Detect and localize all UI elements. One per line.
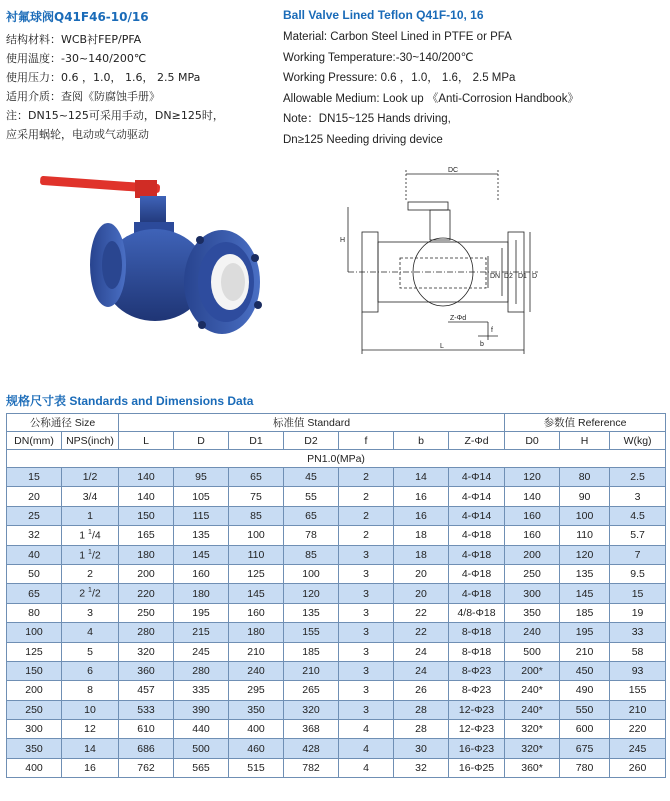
- table-cell: 400: [229, 720, 284, 739]
- table-cell: 457: [119, 681, 174, 700]
- table-cell: 240: [229, 661, 284, 680]
- drawing-label-d1: D1: [518, 273, 527, 280]
- nps-whole: 5: [87, 645, 93, 658]
- table-cell: 215: [174, 623, 229, 642]
- table-cell: 40: [7, 545, 62, 564]
- dimensions-table: [6, 413, 666, 778]
- table-row: [7, 468, 666, 487]
- drawing-label-z-phi-d: Z-Φd: [450, 315, 467, 322]
- table-cell: 260: [610, 758, 666, 777]
- table-cell: 65: [7, 584, 62, 603]
- table-cell: 85: [284, 545, 339, 564]
- table-cell: [62, 564, 119, 583]
- table-row: [7, 526, 666, 545]
- table-cell: 105: [174, 487, 229, 506]
- table-cell: 250: [7, 700, 62, 719]
- table-cell: 210: [284, 661, 339, 680]
- table-cell: 30: [394, 739, 449, 758]
- table-row: [7, 487, 666, 506]
- table-cell: 180: [174, 584, 229, 603]
- table-cell: 7: [610, 545, 666, 564]
- table-cell: 28: [394, 720, 449, 739]
- table-cell: 28: [394, 700, 449, 719]
- table-cell: 140: [505, 487, 560, 506]
- table-cell: 300: [505, 584, 560, 603]
- table-cell: 200: [119, 564, 174, 583]
- nps-whole: 2: [87, 568, 93, 581]
- table-cell: 5.7: [610, 526, 666, 545]
- nps-fraction-numerator: 1: [88, 548, 92, 556]
- table-row: [7, 603, 666, 622]
- table-cell: 160: [229, 603, 284, 622]
- group-header-reference: 参数值 Reference: [505, 414, 666, 432]
- table-row: [7, 758, 666, 777]
- table-cell: 12-Φ23: [449, 700, 505, 719]
- table-cell: 600: [560, 720, 610, 739]
- table-cell: 80: [7, 603, 62, 622]
- table-cell: 3: [339, 700, 394, 719]
- table-cell: [62, 584, 119, 603]
- table-cell: 3: [339, 661, 394, 680]
- table-cell: [62, 700, 119, 719]
- table-cell: 250: [505, 564, 560, 583]
- table-cell: 120: [284, 584, 339, 603]
- table-cell: 195: [174, 603, 229, 622]
- table-cell: 26: [394, 681, 449, 700]
- table-cell: [62, 739, 119, 758]
- drawing-label-h: H: [340, 237, 346, 244]
- table-cell: 115: [174, 506, 229, 525]
- table-cell: [62, 506, 119, 525]
- table-cell: 75: [229, 487, 284, 506]
- nps-whole: 12: [84, 723, 96, 736]
- table-cell: 210: [560, 642, 610, 661]
- table-cell: 3: [339, 623, 394, 642]
- title-cn: 衬氟球阀Q41F46-10/16: [6, 10, 149, 24]
- column-header: W(kg): [610, 432, 666, 450]
- table-cell: 210: [229, 642, 284, 661]
- table-row: [7, 545, 666, 564]
- table-cell: 58: [610, 642, 666, 661]
- table-cell: 32: [394, 758, 449, 777]
- table-cell: 3: [339, 603, 394, 622]
- drawing-label-d2: D2: [504, 273, 513, 280]
- table-cell: 390: [174, 700, 229, 719]
- table-row: [7, 720, 666, 739]
- nps-whole: 10: [84, 703, 96, 716]
- spec-line: Allowable Medium: Look up 《Anti-Corrosion Handbook》: [283, 92, 579, 105]
- table-cell: 320*: [505, 720, 560, 739]
- table-cell: 16: [394, 506, 449, 525]
- table-cell: 533: [119, 700, 174, 719]
- nps-fraction-numerator: 1: [88, 587, 92, 595]
- table-cell: 220: [610, 720, 666, 739]
- table-cell: 140: [119, 487, 174, 506]
- spec-line: Working Temperature:-30~140/200℃: [283, 51, 474, 64]
- group-header-row: [7, 414, 666, 432]
- nps-whole: 14: [84, 742, 96, 755]
- section-title: 规格尺寸表 Standards and Dimensions Data: [6, 394, 254, 408]
- spec-line: Note：DN15~125 Hands driving,: [283, 113, 451, 125]
- spec-line: 结构材料：WCB衬FEP/PFA: [6, 33, 142, 46]
- table-cell: 100: [229, 526, 284, 545]
- table-cell: 125: [7, 642, 62, 661]
- table-cell: [62, 642, 119, 661]
- nps-whole: 1: [79, 529, 89, 542]
- nps-fraction-numerator: 1: [88, 529, 92, 537]
- table-cell: 4: [339, 720, 394, 739]
- table-cell: 32: [7, 526, 62, 545]
- table-cell: 16-Φ23: [449, 739, 505, 758]
- table-cell: 780: [560, 758, 610, 777]
- table-cell: 33: [610, 623, 666, 642]
- table-cell: 240*: [505, 681, 560, 700]
- column-header: D1: [229, 432, 284, 450]
- table-cell: 428: [284, 739, 339, 758]
- table-row: [7, 506, 666, 525]
- pressure-row: [7, 450, 666, 468]
- table-cell: 3: [339, 545, 394, 564]
- drawing-label-d: D: [532, 273, 538, 280]
- table-cell: 300: [7, 720, 62, 739]
- table-cell: 160: [505, 506, 560, 525]
- column-header: b: [394, 432, 449, 450]
- table-cell: 200*: [505, 661, 560, 680]
- table-cell: 4/8-Φ18: [449, 603, 505, 622]
- table-cell: 368: [284, 720, 339, 739]
- table-cell: 4-Φ18: [449, 545, 505, 564]
- table-cell: 65: [284, 506, 339, 525]
- table-cell: 360: [119, 661, 174, 680]
- table-cell: [62, 603, 119, 622]
- table-cell: 155: [284, 623, 339, 642]
- table-cell: 195: [560, 623, 610, 642]
- table-cell: [62, 661, 119, 680]
- ball-valve-photo: [30, 170, 280, 345]
- table-cell: 145: [229, 584, 284, 603]
- spec-lines-en: [283, 27, 579, 150]
- table-cell: 93: [610, 661, 666, 680]
- table-cell: 15: [7, 468, 62, 487]
- table-row: [7, 642, 666, 661]
- table-cell: 490: [560, 681, 610, 700]
- table-cell: 460: [229, 739, 284, 758]
- column-header: Z-Φd: [449, 432, 505, 450]
- table-cell: 350: [229, 700, 284, 719]
- table-cell: 4-Φ18: [449, 584, 505, 603]
- table-cell: 265: [284, 681, 339, 700]
- table-cell: 9.5: [610, 564, 666, 583]
- drawing-label-f: f: [491, 327, 493, 334]
- table-cell: 180: [229, 623, 284, 642]
- table-cell: 686: [119, 739, 174, 758]
- group-header-standard: 标准值 Standard: [119, 414, 505, 432]
- table-cell: [62, 681, 119, 700]
- table-cell: 145: [560, 584, 610, 603]
- table-cell: 280: [174, 661, 229, 680]
- table-cell: 2: [339, 468, 394, 487]
- table-cell: 125: [229, 564, 284, 583]
- spec-line: 使用温度：-30~140/200℃: [6, 52, 147, 65]
- table-cell: 320*: [505, 739, 560, 758]
- table-cell: [62, 526, 119, 545]
- table-cell: 2: [339, 526, 394, 545]
- table-cell: 350: [505, 603, 560, 622]
- table-cell: 145: [174, 545, 229, 564]
- nps-whole: 1: [79, 549, 89, 561]
- nps-whole: 6: [87, 665, 93, 678]
- table-cell: 2.5: [610, 468, 666, 487]
- table-cell: 120: [505, 468, 560, 487]
- table-cell: 250: [119, 603, 174, 622]
- table-cell: 22: [394, 623, 449, 642]
- table-cell: 100: [560, 506, 610, 525]
- table-cell: [62, 487, 119, 506]
- table-cell: 245: [174, 642, 229, 661]
- spec-line: Material: Carbon Steel Lined in PTFE or PFA: [283, 31, 512, 43]
- table-cell: 150: [119, 506, 174, 525]
- table-cell: [62, 758, 119, 777]
- spec-line: 注：DN15~125可采用手动，DN≥125时，: [6, 109, 224, 122]
- table-cell: 440: [174, 720, 229, 739]
- table-cell: 100: [7, 623, 62, 642]
- table-cell: 565: [174, 758, 229, 777]
- table-cell: 45: [284, 468, 339, 487]
- nps-whole: 4: [87, 626, 93, 639]
- spec-line: Dn≥125 Needing driving device: [283, 133, 443, 146]
- table-cell: 160: [505, 526, 560, 545]
- table-cell: 4-Φ14: [449, 506, 505, 525]
- table-cell: 12-Φ23: [449, 720, 505, 739]
- table-cell: 610: [119, 720, 174, 739]
- table-row: [7, 564, 666, 583]
- table-cell: 295: [229, 681, 284, 700]
- drawing-label-b: b: [480, 341, 484, 348]
- table-cell: 335: [174, 681, 229, 700]
- table-cell: 762: [119, 758, 174, 777]
- spec-line: 应采用蜗轮，电动或气动驱动: [6, 128, 149, 141]
- column-header: H: [560, 432, 610, 450]
- table-cell: 3: [339, 564, 394, 583]
- table-cell: 200: [505, 545, 560, 564]
- table-cell: 550: [560, 700, 610, 719]
- table-cell: 8-Φ23: [449, 661, 505, 680]
- column-header: DN(mm): [7, 432, 62, 450]
- table-cell: 155: [610, 681, 666, 700]
- table-row: [7, 623, 666, 642]
- table-cell: 2: [339, 487, 394, 506]
- table-row: [7, 739, 666, 758]
- nps-whole: 3: [87, 606, 93, 619]
- group-header-size: 公称通径 Size: [7, 414, 119, 432]
- table-cell: 65: [229, 468, 284, 487]
- table-cell: 110: [229, 545, 284, 564]
- table-cell: 185: [560, 603, 610, 622]
- table-cell: 165: [119, 526, 174, 545]
- table-cell: 245: [610, 739, 666, 758]
- table-cell: 4-Φ14: [449, 468, 505, 487]
- nps-fraction-denominator: /2: [91, 587, 101, 600]
- table-cell: 8-Φ23: [449, 681, 505, 700]
- table-row: [7, 700, 666, 719]
- spec-line: 适用介质：查阅《防腐蚀手册》: [6, 90, 160, 103]
- table-cell: 78: [284, 526, 339, 545]
- table-cell: 320: [119, 642, 174, 661]
- column-header: f: [339, 432, 394, 450]
- column-header: NPS(inch): [62, 432, 119, 450]
- table-cell: [62, 720, 119, 739]
- table-row: [7, 661, 666, 680]
- table-cell: 500: [505, 642, 560, 661]
- nps-fraction-denominator: /2: [91, 549, 101, 561]
- table-cell: 200: [7, 681, 62, 700]
- table-cell: 400: [7, 758, 62, 777]
- table-cell: 220: [119, 584, 174, 603]
- table-cell: 135: [284, 603, 339, 622]
- table-cell: 22: [394, 603, 449, 622]
- table-cell: 4: [339, 739, 394, 758]
- table-cell: 15: [610, 584, 666, 603]
- table-cell: 20: [7, 487, 62, 506]
- table-cell: [62, 545, 119, 564]
- table-cell: 16-Φ25: [449, 758, 505, 777]
- column-header: D0: [505, 432, 560, 450]
- table-cell: 8-Φ18: [449, 623, 505, 642]
- title-en: Ball Valve Lined Teflon Q41F-10, 16: [283, 8, 484, 22]
- nps-fraction-denominator: /4: [91, 529, 101, 542]
- table-cell: 280: [119, 623, 174, 642]
- drawing-label-dn: DN: [490, 273, 501, 280]
- table-cell: 782: [284, 758, 339, 777]
- table-cell: 50: [7, 564, 62, 583]
- column-header: L: [119, 432, 174, 450]
- drawing-label-l: L: [440, 343, 444, 350]
- table-cell: 500: [174, 739, 229, 758]
- table-cell: 8-Φ18: [449, 642, 505, 661]
- table-cell: 160: [174, 564, 229, 583]
- table-cell: 210: [610, 700, 666, 719]
- column-header: D: [174, 432, 229, 450]
- table-cell: 25: [7, 506, 62, 525]
- table-cell: 4-Φ18: [449, 564, 505, 583]
- table-cell: [62, 623, 119, 642]
- table-cell: [62, 468, 119, 487]
- spec-line: Working Pressure: 0.6 ，1.0， 1.6， 2.5 MPa: [283, 72, 516, 84]
- table-cell: 85: [229, 506, 284, 525]
- table-cell: 135: [174, 526, 229, 545]
- column-header: D2: [284, 432, 339, 450]
- table-cell: 185: [284, 642, 339, 661]
- table-cell: 120: [560, 545, 610, 564]
- nps-whole: 1/2: [82, 471, 98, 484]
- spec-line: 使用压力：0.6 ，1.0， 1.6， 2.5 MPa: [6, 71, 201, 84]
- table-cell: 20: [394, 584, 449, 603]
- table-cell: 150: [7, 661, 62, 680]
- nps-whole: 8: [87, 684, 93, 697]
- table-cell: 135: [560, 564, 610, 583]
- table-cell: 180: [119, 545, 174, 564]
- table-cell: 2: [339, 506, 394, 525]
- table-cell: 450: [560, 661, 610, 680]
- table-cell: 20: [394, 564, 449, 583]
- column-header-row: [7, 432, 666, 450]
- table-row: [7, 584, 666, 603]
- table-cell: 360*: [505, 758, 560, 777]
- table-cell: 3: [339, 642, 394, 661]
- table-cell: 24: [394, 661, 449, 680]
- table-cell: 18: [394, 526, 449, 545]
- table-cell: 18: [394, 545, 449, 564]
- table-cell: 4: [339, 758, 394, 777]
- table-cell: 515: [229, 758, 284, 777]
- table-row: [7, 681, 666, 700]
- table-cell: 4.5: [610, 506, 666, 525]
- table-cell: 55: [284, 487, 339, 506]
- table-cell: 95: [174, 468, 229, 487]
- table-cell: 240*: [505, 700, 560, 719]
- table-cell: 24: [394, 642, 449, 661]
- nps-whole: 16: [84, 762, 96, 775]
- nps-whole: 1: [87, 509, 93, 522]
- table-cell: 80: [560, 468, 610, 487]
- table-cell: 320: [284, 700, 339, 719]
- table-cell: 3: [339, 584, 394, 603]
- table-cell: 4-Φ18: [449, 526, 505, 545]
- table-cell: 110: [560, 526, 610, 545]
- table-cell: 100: [284, 564, 339, 583]
- spec-lines-cn: [6, 30, 224, 144]
- table-cell: 3: [610, 487, 666, 506]
- table-cell: 140: [119, 468, 174, 487]
- table-cell: 14: [394, 468, 449, 487]
- table-cell: 240: [505, 623, 560, 642]
- table-cell: 16: [394, 487, 449, 506]
- nps-whole: 2: [79, 587, 89, 600]
- pressure-label: PN1.0(MPa): [7, 450, 666, 468]
- valve-dimension-drawing: [338, 162, 558, 362]
- table-cell: 3: [339, 681, 394, 700]
- table-cell: 350: [7, 739, 62, 758]
- table-cell: 90: [560, 487, 610, 506]
- table-cell: 4-Φ14: [449, 487, 505, 506]
- table-cell: 675: [560, 739, 610, 758]
- drawing-label-dc: DC: [448, 167, 459, 174]
- table-cell: 19: [610, 603, 666, 622]
- nps-whole: 3/4: [82, 490, 98, 503]
